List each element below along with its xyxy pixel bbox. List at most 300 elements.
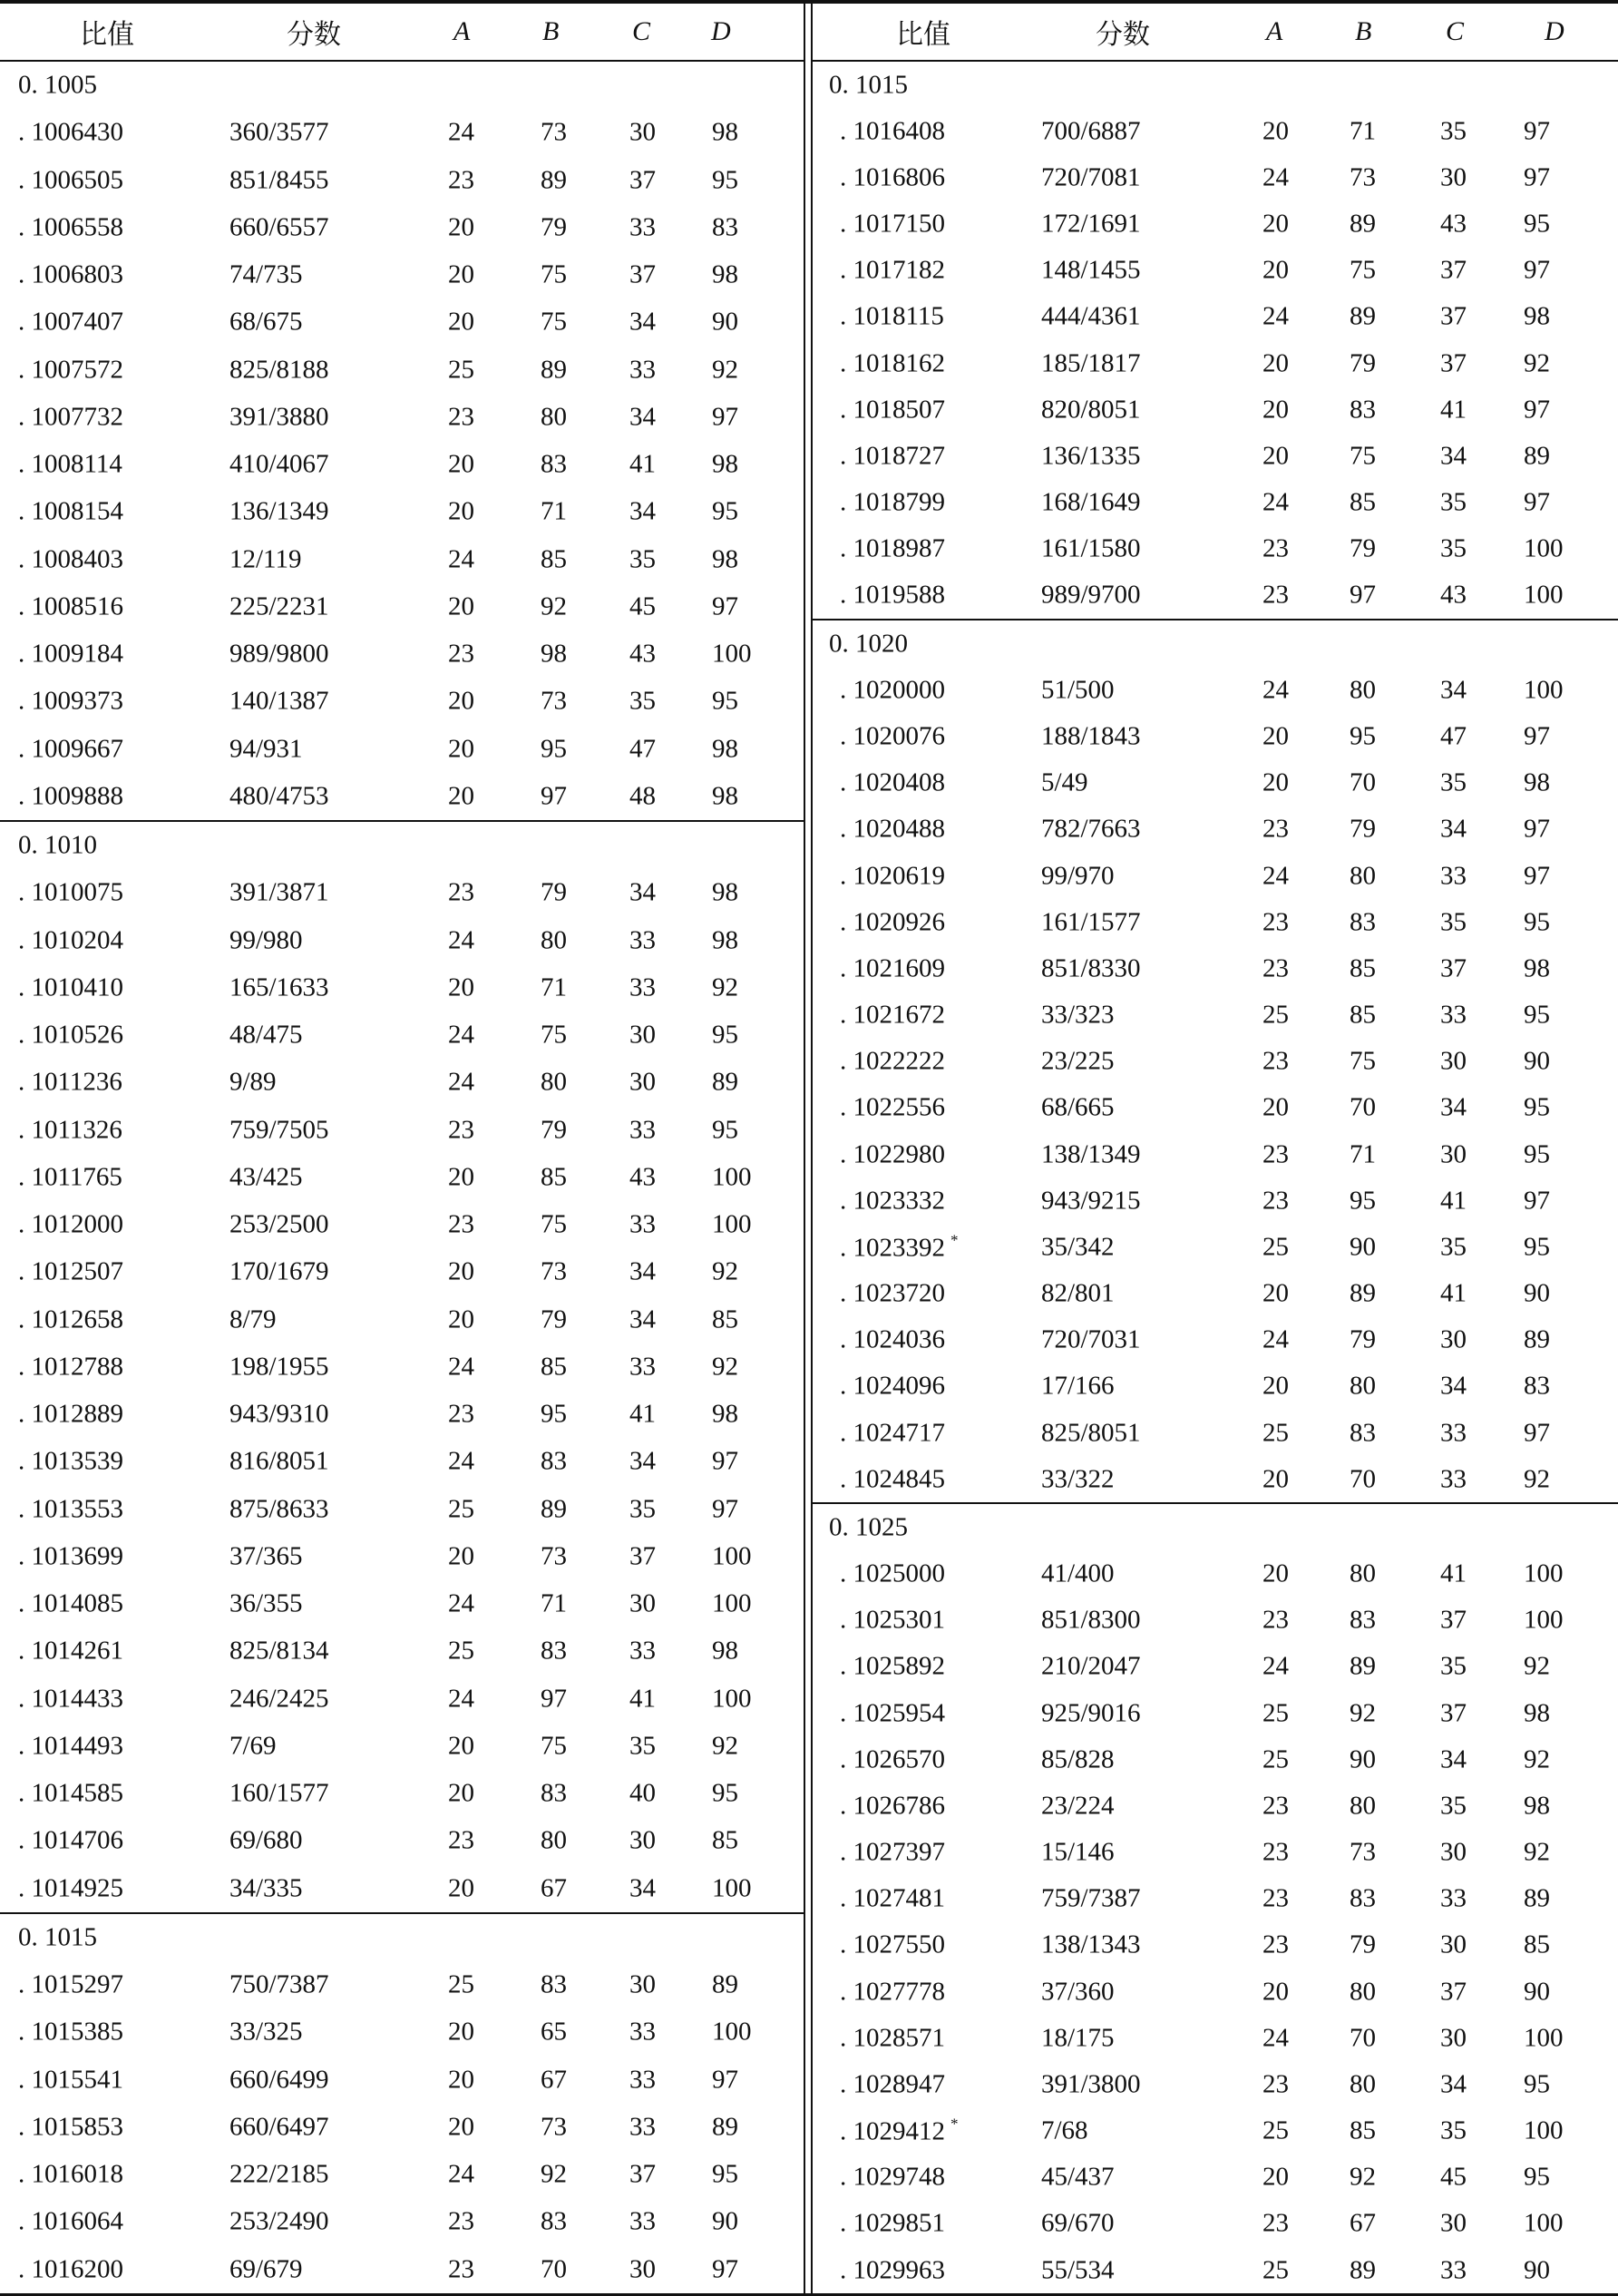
b-cell: 85	[541, 544, 567, 574]
d-cell: 100	[712, 1541, 752, 1571]
c-cell: 35	[1440, 767, 1467, 797]
d-cell: 92	[712, 972, 738, 1002]
fraction-cell: 55/534	[1041, 2255, 1115, 2285]
ratio-cell: . 1016806	[840, 162, 945, 192]
b-cell: 71	[1350, 1139, 1376, 1169]
table-row	[0, 1201, 804, 1248]
table-row	[0, 1627, 804, 1675]
a-cell: 23	[448, 165, 474, 195]
fraction-cell: 720/7081	[1041, 162, 1141, 192]
c-cell: 41	[629, 1684, 656, 1714]
ratio-cell: . 1020926	[840, 907, 945, 937]
a-cell: 20	[448, 1304, 474, 1334]
footnote-asterisk: *	[950, 1231, 959, 1249]
d-cell: 85	[712, 1304, 738, 1334]
b-cell: 92	[541, 591, 567, 621]
fraction-cell: 391/3871	[229, 877, 329, 907]
b-cell: 83	[1350, 907, 1376, 937]
d-cell: 95	[1524, 209, 1550, 239]
ratio-cell: . 1017182	[840, 255, 945, 285]
fraction-cell: 138/1343	[1041, 1930, 1141, 1959]
fraction-cell: 246/2425	[229, 1684, 329, 1714]
c-cell: 37	[1440, 953, 1467, 983]
table-row	[0, 583, 804, 630]
table-row	[0, 2246, 804, 2293]
fraction-cell: 943/9310	[229, 1399, 329, 1429]
table-row	[813, 1969, 1618, 2015]
b-cell: 70	[1350, 2023, 1376, 2053]
a-cell: 24	[448, 544, 474, 574]
fraction-cell: 172/1691	[1041, 209, 1141, 239]
fraction-cell: 825/8188	[229, 355, 329, 385]
c-cell: 35	[629, 544, 656, 574]
b-cell: 75	[541, 259, 567, 289]
c-cell: 45	[1440, 2162, 1467, 2192]
table-row	[813, 1690, 1618, 1736]
b-cell: 70	[541, 2254, 567, 2284]
ratio-value: . 1029412	[840, 2116, 945, 2146]
c-cell: 34	[1440, 675, 1467, 705]
fraction-cell: 750/7387	[229, 1969, 329, 1999]
c-cell: 47	[1440, 721, 1467, 751]
table-row	[0, 441, 804, 488]
b-cell: 89	[541, 165, 567, 195]
fraction-cell: 222/2185	[229, 2159, 329, 2189]
a-cell: 24	[1262, 2023, 1289, 2053]
ratio-cell: . 1012889	[18, 1399, 123, 1429]
d-cell: 90	[1524, 1278, 1550, 1308]
d-cell: 90	[1524, 1046, 1550, 1076]
b-cell: 85	[1350, 487, 1376, 517]
ratio-cell: . 1007572	[18, 355, 123, 385]
d-cell: 98	[1524, 767, 1550, 797]
table-row	[813, 154, 1618, 200]
c-cell: 35	[1440, 1791, 1467, 1821]
ratio-cell: . 1010410	[18, 972, 123, 1002]
fraction-cell: 33/325	[229, 2017, 303, 2047]
b-cell: 79	[1350, 533, 1376, 563]
c-cell: 34	[629, 496, 656, 526]
d-cell: 90	[712, 2206, 738, 2236]
b-cell: 71	[1350, 116, 1376, 146]
c-cell: 40	[629, 1778, 656, 1808]
fraction-cell: 253/2490	[229, 2206, 329, 2236]
c-cell: 33	[1440, 1418, 1467, 1448]
header-c: C	[632, 16, 651, 46]
a-cell: 24	[448, 1588, 474, 1618]
group-header-row	[813, 1502, 1618, 1550]
c-cell: 34	[629, 1873, 656, 1903]
header-c: C	[1446, 16, 1465, 46]
table-row	[0, 869, 804, 916]
fraction-cell: 820/8051	[1041, 395, 1141, 425]
header-b: B	[1355, 16, 1372, 46]
b-cell: 65	[541, 2017, 567, 2047]
ratio-cell: . 1023332	[840, 1186, 945, 1216]
b-cell: 75	[541, 1731, 567, 1761]
fraction-cell: 700/6887	[1041, 116, 1141, 146]
column-divider-left-line	[804, 0, 805, 2296]
fraction-cell: 989/9700	[1041, 580, 1141, 610]
a-cell: 20	[1262, 1558, 1289, 1588]
d-cell: 98	[712, 259, 738, 289]
d-cell: 95	[712, 1020, 738, 1050]
c-cell: 30	[629, 117, 656, 147]
b-cell: 85	[1350, 1000, 1376, 1030]
c-cell: 34	[629, 1304, 656, 1334]
table-row	[813, 1922, 1618, 1969]
table-row	[0, 1011, 804, 1059]
b-cell: 89	[541, 355, 567, 385]
b-cell: 98	[541, 639, 567, 669]
ratio-cell: . 1020000	[840, 675, 945, 705]
a-cell: 20	[1262, 1092, 1289, 1122]
fraction-cell: 69/680	[229, 1825, 303, 1855]
b-cell: 83	[541, 449, 567, 479]
ratio-cell: . 1009888	[18, 781, 123, 811]
group-header-row	[0, 820, 804, 869]
a-cell: 20	[1262, 721, 1289, 751]
c-cell: 35	[1440, 907, 1467, 937]
c-cell: 41	[1440, 1278, 1467, 1308]
table-row	[813, 433, 1618, 479]
c-cell: 45	[629, 591, 656, 621]
a-cell: 23	[448, 877, 474, 907]
table-row	[813, 108, 1618, 154]
c-cell: 34	[629, 307, 656, 337]
c-cell: 30	[1440, 2023, 1467, 2053]
d-cell: 95	[1524, 1232, 1550, 1262]
d-cell: 95	[1524, 2162, 1550, 2192]
fraction-cell: 23/225	[1041, 1046, 1115, 1076]
ratio-cell: . 1015541	[18, 2065, 123, 2095]
fraction-cell: 360/3577	[229, 117, 329, 147]
d-cell: 92	[1524, 1464, 1550, 1494]
table-row	[0, 1107, 804, 1154]
table-row	[0, 2057, 804, 2104]
b-cell: 85	[541, 1162, 567, 1192]
a-cell: 20	[448, 307, 474, 337]
table-row	[813, 1410, 1618, 1456]
ratio-cell: . 1025000	[840, 1558, 945, 1588]
a-cell: 20	[1262, 1371, 1289, 1401]
b-cell: 71	[541, 496, 567, 526]
b-cell: 79	[541, 212, 567, 242]
d-cell: 95	[712, 1778, 738, 1808]
b-cell: 89	[541, 1494, 567, 1524]
table-row	[813, 1224, 1618, 1270]
fraction-cell: 136/1335	[1041, 441, 1141, 471]
a-cell: 25	[1262, 1000, 1289, 1030]
b-cell: 75	[1350, 1046, 1376, 1076]
fraction-cell: 9/89	[229, 1067, 277, 1097]
b-cell: 73	[541, 1256, 567, 1286]
c-cell: 35	[1440, 487, 1467, 517]
d-cell: 92	[712, 1352, 738, 1382]
a-cell: 24	[448, 1446, 474, 1476]
table-row	[813, 1039, 1618, 1085]
fraction-cell: 759/7387	[1041, 1883, 1141, 1913]
fraction-cell: 148/1455	[1041, 255, 1141, 285]
fraction-cell: 68/665	[1041, 1092, 1115, 1122]
c-cell: 41	[629, 1399, 656, 1429]
fraction-cell: 851/8300	[1041, 1605, 1141, 1635]
a-cell: 24	[1262, 487, 1289, 517]
b-cell: 95	[541, 734, 567, 764]
b-cell: 80	[1350, 2069, 1376, 2099]
ratio-cell: . 1012658	[18, 1304, 123, 1334]
ratio-cell: . 1008516	[18, 591, 123, 621]
table-row	[0, 488, 804, 535]
c-cell: 30	[1440, 1930, 1467, 1959]
a-cell: 23	[1262, 1837, 1289, 1867]
b-cell: 83	[1350, 1418, 1376, 1448]
header-ratio: 比值	[80, 20, 134, 50]
ratio-cell: . 1018507	[840, 395, 945, 425]
a-cell: 23	[1262, 1186, 1289, 1216]
b-cell: 85	[541, 1352, 567, 1382]
a-cell: 23	[1262, 907, 1289, 937]
a-cell: 20	[1262, 1977, 1289, 2007]
table-row	[0, 2198, 804, 2245]
b-cell: 89	[1350, 2255, 1376, 2285]
c-cell: 33	[1440, 861, 1467, 890]
a-cell: 24	[1262, 1651, 1289, 1681]
c-cell: 43	[629, 1162, 656, 1192]
d-cell: 90	[1524, 2255, 1550, 2285]
ratio-cell: . 1021672	[840, 1000, 945, 1030]
a-cell: 24	[1262, 861, 1289, 890]
d-cell: 90	[1524, 1977, 1550, 2007]
b-cell: 97	[1350, 580, 1376, 610]
fraction-cell: 7/68	[1041, 2115, 1088, 2145]
d-cell: 97	[712, 2254, 738, 2284]
group-header-row	[0, 62, 804, 109]
fraction-cell: 45/437	[1041, 2162, 1115, 2192]
c-cell: 34	[629, 402, 656, 432]
fraction-cell: 198/1955	[229, 1352, 329, 1382]
d-cell: 92	[712, 1731, 738, 1761]
ratio-cell: . 1026570	[840, 1744, 945, 1774]
c-cell: 34	[1440, 1092, 1467, 1122]
a-cell: 24	[448, 925, 474, 955]
fraction-cell: 816/8051	[229, 1446, 329, 1476]
d-cell: 100	[1524, 2115, 1564, 2145]
ratio-cell: . 1020619	[840, 861, 945, 890]
header-d: D	[711, 16, 731, 46]
ratio-cell: . 1025954	[840, 1698, 945, 1728]
a-cell: 20	[1262, 2162, 1289, 2192]
fraction-cell: 33/322	[1041, 1464, 1115, 1494]
b-cell: 80	[1350, 1977, 1376, 2007]
c-cell: 35	[629, 1494, 656, 1524]
table-row	[0, 917, 804, 964]
a-cell: 25	[448, 1494, 474, 1524]
c-cell: 30	[1440, 1046, 1467, 1076]
ratio-cell: . 1016018	[18, 2159, 123, 2189]
fraction-cell: 15/146	[1041, 1837, 1115, 1867]
a-cell: 20	[1262, 441, 1289, 471]
ratio-cell: . 1017150	[840, 209, 945, 239]
c-cell: 33	[1440, 1464, 1467, 1494]
table-row	[0, 1961, 804, 2008]
fraction-cell: 99/980	[229, 925, 303, 955]
d-cell: 90	[712, 307, 738, 337]
c-cell: 33	[1440, 1000, 1467, 1030]
ratio-cell: . 1012788	[18, 1352, 123, 1382]
table-row	[0, 1865, 804, 1912]
ratio-cell: . 1009373	[18, 686, 123, 716]
ratio-cell: . 1020408	[840, 767, 945, 797]
group-label: 0. 1020	[829, 629, 908, 659]
a-cell: 20	[448, 781, 474, 811]
table-row	[813, 1270, 1618, 1316]
fraction-cell: 161/1580	[1041, 533, 1141, 563]
a-cell: 23	[1262, 1046, 1289, 1076]
a-cell: 20	[448, 259, 474, 289]
a-cell: 20	[1262, 255, 1289, 285]
table-row	[813, 667, 1618, 713]
fraction-cell: 48/475	[229, 1020, 303, 1050]
b-cell: 80	[1350, 861, 1376, 890]
c-cell: 33	[1440, 2255, 1467, 2285]
ratio-cell: . 1013699	[18, 1541, 123, 1571]
d-cell: 92	[712, 355, 738, 385]
c-cell: 30	[1440, 2208, 1467, 2238]
fraction-cell: 391/3880	[229, 402, 329, 432]
b-cell: 83	[1350, 395, 1376, 425]
table-row	[813, 806, 1618, 853]
d-cell: 98	[1524, 953, 1550, 983]
fraction-cell: 41/400	[1041, 1558, 1115, 1588]
a-cell: 20	[448, 1731, 474, 1761]
a-cell: 23	[1262, 533, 1289, 563]
a-cell: 23	[1262, 2208, 1289, 2238]
d-cell: 97	[1524, 721, 1550, 751]
ratio-cell: . 1008154	[18, 496, 123, 526]
group-label: 0. 1010	[18, 830, 97, 860]
d-cell: 95	[712, 686, 738, 716]
ratio-cell: . 1011765	[18, 1162, 122, 1192]
group-header-row	[813, 619, 1618, 667]
ratio-cell: . 1018799	[840, 487, 945, 517]
a-cell: 23	[1262, 814, 1289, 844]
ratio-cell: . 1014493	[18, 1731, 123, 1761]
ratio-cell: . 1013553	[18, 1494, 123, 1524]
table-row	[813, 1177, 1618, 1224]
a-cell: 23	[1262, 580, 1289, 610]
fraction-cell: 188/1843	[1041, 721, 1141, 751]
a-cell: 20	[1262, 395, 1289, 425]
b-cell: 92	[1350, 2162, 1376, 2192]
b-cell: 85	[1350, 953, 1376, 983]
d-cell: 97	[1524, 861, 1550, 890]
b-cell: 75	[541, 1209, 567, 1239]
d-cell: 85	[712, 1825, 738, 1855]
a-cell: 20	[448, 449, 474, 479]
d-cell: 97	[1524, 1186, 1550, 1216]
b-cell: 80	[541, 1067, 567, 1097]
b-cell: 73	[541, 2112, 567, 2142]
a-cell: 23	[1262, 1605, 1289, 1635]
table-header-row	[0, 4, 804, 62]
table-row	[0, 1154, 804, 1201]
b-cell: 92	[1350, 1698, 1376, 1728]
fraction-cell: 168/1649	[1041, 487, 1141, 517]
c-cell: 33	[629, 972, 656, 1002]
table-row	[813, 1830, 1618, 1876]
fraction-cell: 51/500	[1041, 675, 1115, 705]
c-cell: 35	[1440, 116, 1467, 146]
fraction-cell: 444/4361	[1041, 301, 1141, 331]
b-cell: 73	[541, 117, 567, 147]
c-cell: 41	[1440, 1186, 1467, 1216]
c-cell: 43	[1440, 580, 1467, 610]
fraction-cell: 8/79	[229, 1304, 277, 1334]
a-cell: 20	[1262, 767, 1289, 797]
a-cell: 20	[448, 2065, 474, 2095]
d-cell: 98	[1524, 1791, 1550, 1821]
table-row	[813, 2108, 1618, 2154]
d-cell: 97	[712, 591, 738, 621]
d-cell: 92	[1524, 1651, 1550, 1681]
fraction-cell: 925/9016	[1041, 1698, 1141, 1728]
table-row	[813, 899, 1618, 945]
right-table-body	[813, 62, 1618, 2293]
c-cell: 33	[629, 355, 656, 385]
footnote-asterisk: *	[950, 2115, 959, 2133]
fraction-cell: 943/9215	[1041, 1186, 1141, 1216]
c-cell: 33	[629, 1352, 656, 1382]
b-cell: 75	[1350, 255, 1376, 285]
d-cell: 83	[712, 212, 738, 242]
b-cell: 97	[541, 1684, 567, 1714]
ratio-cell: . 1018987	[840, 533, 945, 563]
table-row	[813, 480, 1618, 526]
c-cell: 30	[1440, 1139, 1467, 1169]
c-cell: 33	[629, 212, 656, 242]
table-row	[813, 2247, 1618, 2293]
table-row	[813, 340, 1618, 386]
header-d: D	[1545, 16, 1564, 46]
table-row	[813, 2061, 1618, 2107]
d-cell: 100	[712, 1684, 752, 1714]
table-row	[813, 1736, 1618, 1783]
table-row	[0, 964, 804, 1011]
ratio-cell: . 1009667	[18, 734, 123, 764]
ratio-cell: . 1022556	[840, 1092, 945, 1122]
b-cell: 89	[1350, 209, 1376, 239]
ratio-cell: . 1019588	[840, 580, 945, 610]
b-cell: 83	[541, 1636, 567, 1666]
b-cell: 75	[541, 307, 567, 337]
d-cell: 98	[712, 1399, 738, 1429]
fraction-cell: 94/931	[229, 734, 303, 764]
ratio-cell: . 1026786	[840, 1791, 945, 1821]
c-cell: 37	[1440, 1698, 1467, 1728]
fraction-cell: 253/2500	[229, 1209, 329, 1239]
c-cell: 33	[629, 1115, 656, 1145]
d-cell: 100	[1524, 2208, 1564, 2238]
ratio-cell: . 1018115	[840, 301, 944, 331]
header-fraction: 分数	[1096, 20, 1150, 50]
b-cell: 89	[1350, 1651, 1376, 1681]
fraction-cell: 825/8051	[1041, 1418, 1141, 1448]
table-row	[813, 572, 1618, 619]
fraction-cell: 33/323	[1041, 1000, 1115, 1030]
d-cell: 100	[712, 1873, 752, 1903]
ratio-cell: . 1006430	[18, 117, 123, 147]
